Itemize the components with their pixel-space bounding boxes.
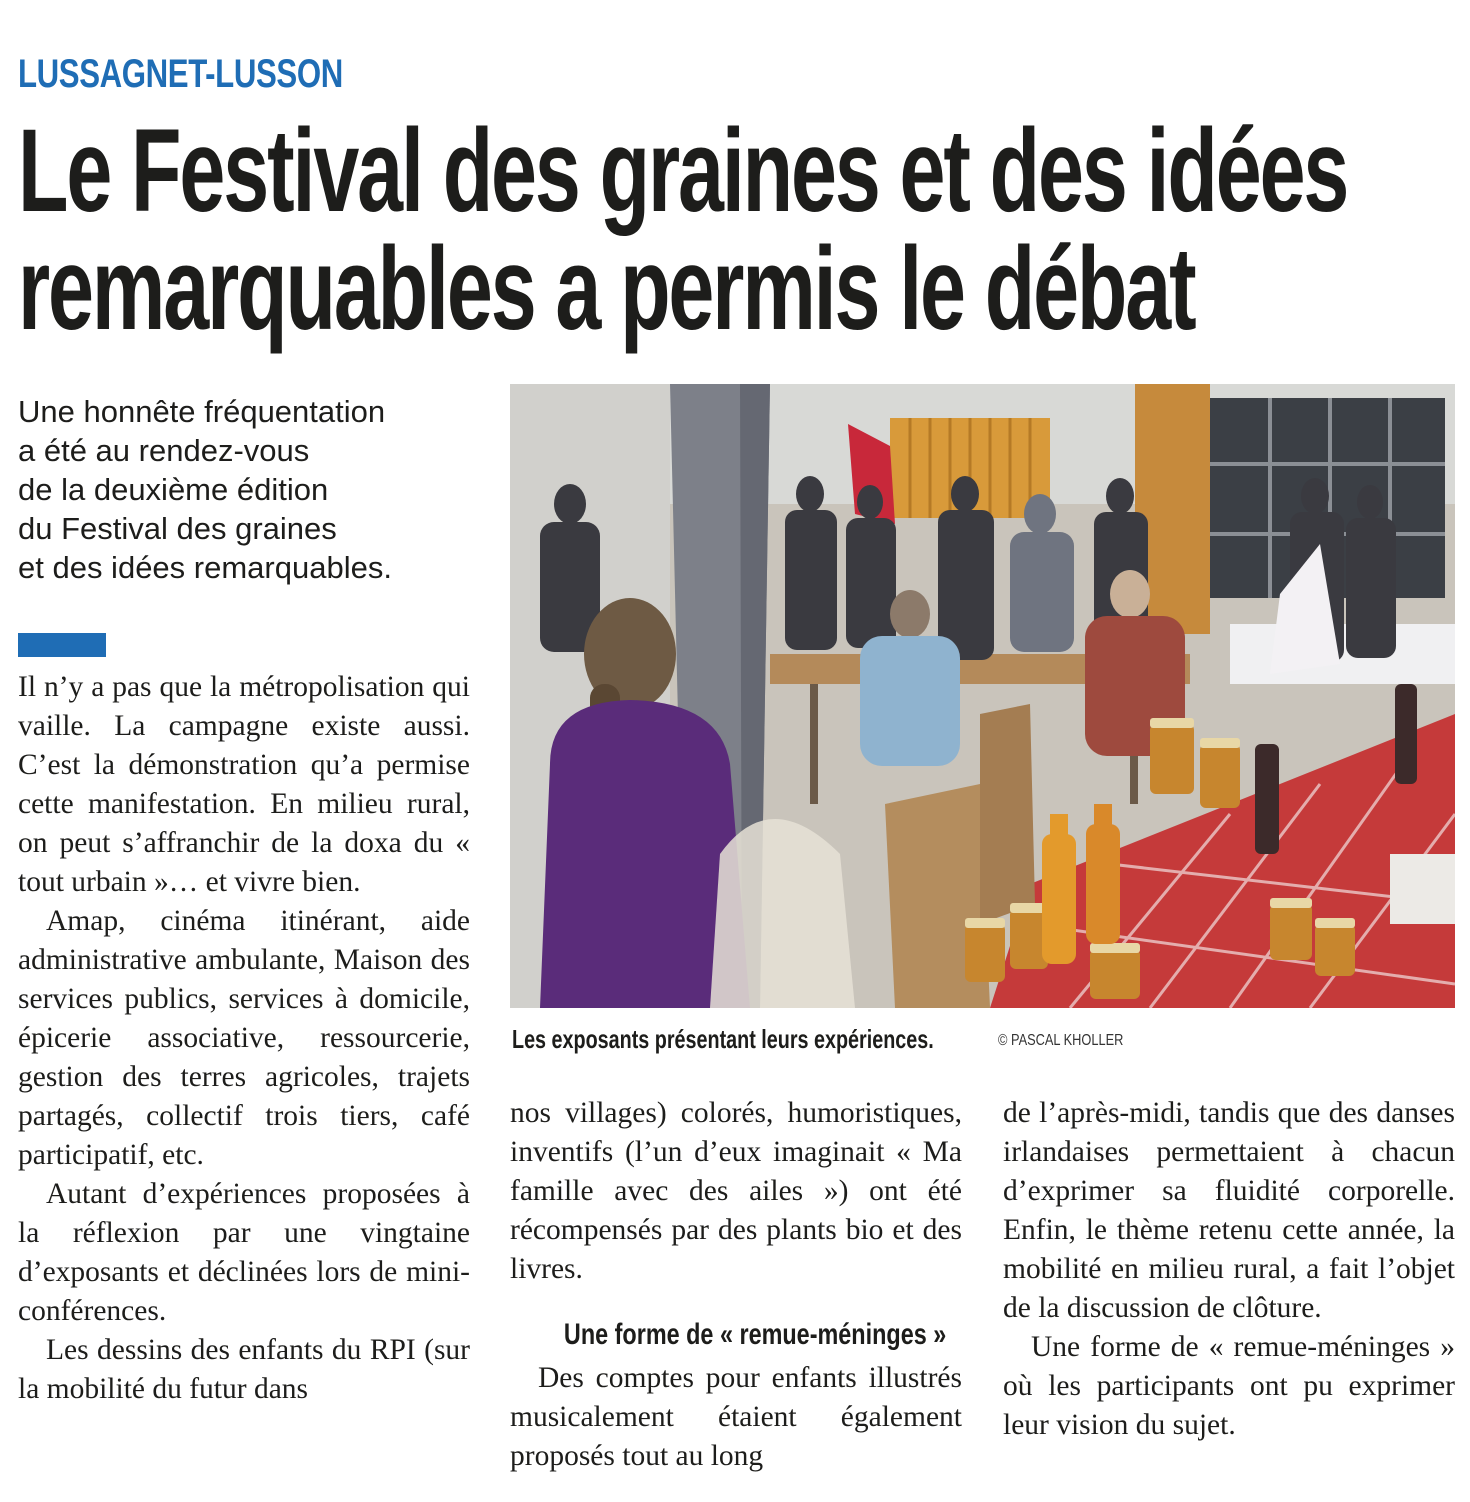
chapeau-line: a été au rendez-vous xyxy=(18,433,310,468)
photo-caption xyxy=(512,1024,1124,1055)
article-column-3 xyxy=(1003,1094,1455,1445)
subheading-text: Une forme de « remue-méninges » xyxy=(563,1318,947,1351)
event-photo-illustration xyxy=(510,384,1455,1008)
section-subheading xyxy=(510,1315,962,1359)
body-paragraph: Les dessins des enfants du RPI (sur la mobilité du futur dans xyxy=(18,1334,470,1405)
chapeau-line: et des idées remarquables. xyxy=(18,550,392,585)
body-paragraph: Il n’y a pas que la métropolisation qui vaille. La campagne existe aussi. C’est la démonstration qu’a permise cette manifestation. En milieu rural, on peut s’affranchir de la doxa du « tout urbain »… et vivre bien. xyxy=(18,671,470,898)
body-paragraph: Amap, cinéma itinérant, aide administrative ambulante, Maison des services publics, services à domicile, épicerie associative, ressourcerie, gestion des terres agricoles, trajets partagés, collectif trois tiers, café participatif, etc. xyxy=(18,905,470,1171)
body-paragraph: de l’après-midi, tandis que des danses irlandaises permettaient à chacun d’exprimer sa fluidité corporelle. Enfin, le thème retenu cette année, la mobilité en milieu rural, a fait l’objet de la discussion de clôture. xyxy=(1003,1097,1455,1324)
headline-line-1: Le Festival des graines et des idées xyxy=(18,105,1348,237)
headline xyxy=(18,105,1348,355)
caption-text: Les exposants présentant leurs expériences. xyxy=(512,1024,934,1054)
chapeau xyxy=(18,392,488,587)
chapeau-line: de la deuxième édition xyxy=(18,472,329,507)
article-column-1 xyxy=(18,668,470,1409)
photo-credit: © PASCAL KHOLLER xyxy=(998,1032,1124,1049)
headline-line-2: remarquables a permis le débat xyxy=(18,223,1195,355)
event-photo xyxy=(510,384,1455,1008)
body-paragraph: nos villages) colorés, humoristiques, inventifs (l’un d’eux imaginait « Ma famille avec des ailes ») ont été récompensés par des plants bio et des livres. xyxy=(510,1097,962,1285)
body-paragraph: Des comptes pour enfants illustrés musicalement étaient également proposés tout au long xyxy=(510,1362,962,1472)
body-paragraph: Autant d’expériences proposées à la réflexion par une vingtaine d’exposants et déclinées lors de mini-conférences. xyxy=(18,1178,470,1327)
section-divider xyxy=(18,633,106,657)
body-paragraph: Une forme de « remue-méninges » où les participants ont pu exprimer leur vision du sujet. xyxy=(1003,1331,1455,1441)
chapeau-line: Une honnête fréquentation xyxy=(18,394,386,429)
kicker-town: LUSSAGNET-LUSSON xyxy=(18,52,343,96)
article-column-2 xyxy=(510,1094,962,1476)
chapeau-line: du Festival des graines xyxy=(18,511,337,546)
